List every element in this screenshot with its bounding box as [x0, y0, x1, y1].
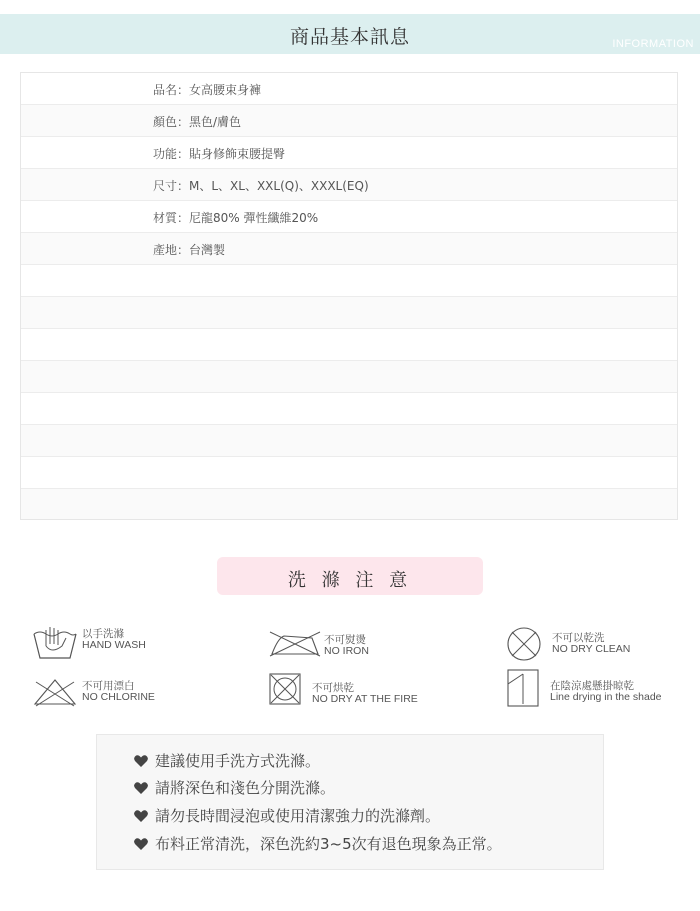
wash-title: 洗 滌 注 意 — [287, 570, 413, 591]
spec-row — [21, 233, 677, 265]
info-title-en: INFORMATION — [612, 38, 694, 50]
heart-icon — [133, 836, 149, 852]
care-en: NO CHLORINE — [82, 691, 155, 703]
spec-row — [21, 169, 677, 201]
spec-table — [20, 72, 678, 520]
spec-row — [21, 105, 677, 137]
care-en: NO DRY CLEAN — [552, 643, 631, 655]
note-text: 布料正常清洗，深色洗約3~5次有退色現象為正常。 — [155, 835, 502, 853]
spec-row — [21, 425, 677, 457]
line-dry-shade-icon — [506, 668, 540, 708]
spec-row — [21, 297, 677, 329]
heart-icon — [133, 808, 149, 824]
spec-material: 材質：尼龍80% 彈性纖維20% — [153, 211, 319, 225]
care-line-dry-shade — [506, 668, 686, 708]
care-no-iron — [268, 630, 478, 670]
info-header-bar — [0, 14, 700, 54]
spec-row — [21, 489, 677, 519]
care-en: NO DRY AT THE FIRE — [312, 693, 418, 705]
care-en: NO IRON — [324, 645, 369, 657]
wash-title-pill — [217, 557, 483, 595]
hand-wash-icon — [32, 624, 78, 660]
spec-row — [21, 329, 677, 361]
spec-row — [21, 265, 677, 297]
spec-row — [21, 393, 677, 425]
spec-row — [21, 73, 677, 105]
spec-color: 顏色：黑色/膚色 — [153, 115, 242, 129]
note-text: 請將深色和淺色分開洗滌。 — [155, 779, 336, 797]
no-bleach-icon — [32, 676, 78, 708]
spec-function: 功能：貼身修飾束腰提臀 — [153, 147, 286, 161]
spec-origin: 產地：台灣製 — [153, 243, 226, 257]
spec-row — [21, 457, 677, 489]
info-title: 商品基本訊息 — [289, 26, 410, 48]
care-no-chlorine — [32, 676, 242, 716]
care-zh: 不可熨燙 — [324, 634, 366, 646]
wash-notes-box — [96, 734, 604, 870]
care-zh: 不可以乾洗 — [552, 632, 605, 644]
care-en: HAND WASH — [82, 639, 146, 651]
care-en: Line drying in the shade — [550, 691, 662, 703]
spec-size: 尺寸：M、L、XL、XXL(Q)、XXXL(EQ) — [153, 179, 369, 193]
spec-name: 品名：女高腰束身褲 — [153, 83, 262, 97]
no-iron-icon — [268, 630, 322, 658]
no-tumble-dry-icon — [268, 672, 302, 706]
care-zh: 不可烘乾 — [312, 682, 354, 694]
no-dry-clean-icon — [506, 626, 542, 662]
heart-icon — [133, 753, 149, 769]
spec-row — [21, 201, 677, 233]
heart-icon — [133, 780, 149, 796]
care-no-dry-clean — [506, 626, 700, 666]
care-zh: 不可用漂白 — [82, 680, 135, 692]
care-zh: 以手洗滌 — [82, 628, 124, 640]
spec-row — [21, 137, 677, 169]
spec-row — [21, 361, 677, 393]
note-text: 請勿長時間浸泡或使用清潔強力的洗滌劑。 — [155, 807, 441, 825]
care-hand-wash — [32, 624, 242, 664]
note-text: 建議使用手洗方式洗滌。 — [155, 752, 321, 770]
care-zh: 在陰涼處懸掛晾乾 — [550, 680, 634, 692]
care-no-dry-fire — [268, 672, 478, 712]
